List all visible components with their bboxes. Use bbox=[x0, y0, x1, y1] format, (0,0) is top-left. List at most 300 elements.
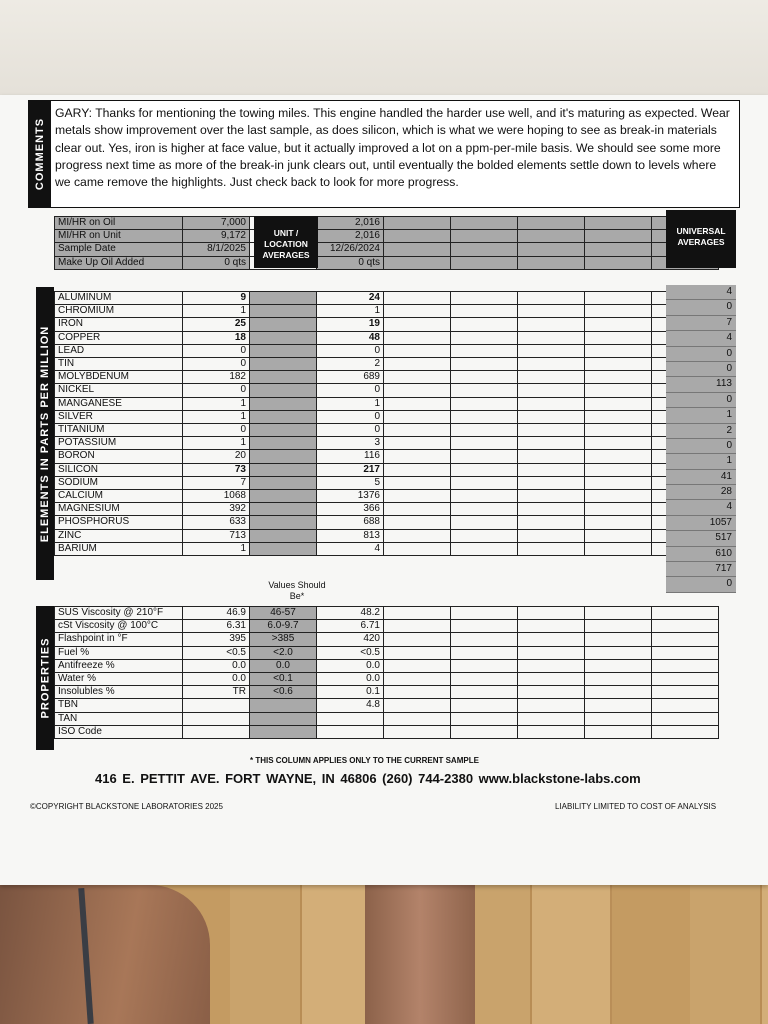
previous-value: 4 bbox=[317, 542, 384, 555]
empty-cell bbox=[384, 256, 451, 269]
current-value: 0 bbox=[183, 384, 250, 397]
element-name: ZINC bbox=[55, 529, 183, 542]
universal-average: 0 bbox=[666, 393, 736, 408]
sample-info-row bbox=[55, 230, 719, 243]
current-value bbox=[183, 699, 250, 712]
current-value: 713 bbox=[183, 529, 250, 542]
empty-cell bbox=[518, 476, 585, 489]
empty-cell bbox=[585, 230, 652, 243]
empty-cell bbox=[585, 256, 652, 269]
empty-cell bbox=[585, 699, 652, 712]
current-value: 392 bbox=[183, 503, 250, 516]
current-value: 9 bbox=[183, 292, 250, 305]
row-label: Make Up Oil Added bbox=[55, 256, 183, 269]
sample-info-table bbox=[54, 216, 719, 270]
empty-cell bbox=[384, 529, 451, 542]
universal-average: 0 bbox=[666, 577, 736, 592]
current-value: <0.5 bbox=[183, 646, 250, 659]
empty-cell bbox=[451, 305, 518, 318]
unit-location-averages-header: UNIT / LOCATION AVERAGES bbox=[254, 216, 318, 268]
should-be-value: 0.0 bbox=[250, 659, 317, 672]
previous-value: 0 bbox=[317, 424, 384, 437]
unit-avg-cell bbox=[250, 305, 317, 318]
empty-cell bbox=[585, 529, 652, 542]
empty-cell bbox=[585, 450, 652, 463]
previous-value: 2,016 bbox=[317, 217, 384, 230]
universal-average: 517 bbox=[666, 531, 736, 546]
previous-value: 2 bbox=[317, 358, 384, 371]
empty-cell bbox=[451, 712, 518, 725]
previous-value: <0.5 bbox=[317, 646, 384, 659]
element-row bbox=[55, 371, 719, 384]
previous-value: 0.0 bbox=[317, 659, 384, 672]
empty-cell bbox=[384, 384, 451, 397]
empty-cell bbox=[518, 344, 585, 357]
empty-cell bbox=[585, 659, 652, 672]
property-row bbox=[55, 633, 719, 646]
empty-cell bbox=[384, 725, 451, 738]
empty-cell bbox=[652, 633, 719, 646]
element-name: SILICON bbox=[55, 463, 183, 476]
empty-cell bbox=[652, 620, 719, 633]
previous-value: 366 bbox=[317, 503, 384, 516]
empty-cell bbox=[451, 725, 518, 738]
empty-cell bbox=[384, 243, 451, 256]
universal-average: 113 bbox=[666, 377, 736, 392]
element-name: ALUMINUM bbox=[55, 292, 183, 305]
element-name: SILVER bbox=[55, 410, 183, 423]
empty-cell bbox=[585, 358, 652, 371]
empty-cell bbox=[384, 620, 451, 633]
universal-average: 1 bbox=[666, 454, 736, 469]
previous-value: 19 bbox=[317, 318, 384, 331]
current-value: 0 qts bbox=[183, 256, 250, 269]
empty-cell bbox=[451, 450, 518, 463]
property-name: Flashpoint in °F bbox=[55, 633, 183, 646]
should-be-value: <0.6 bbox=[250, 686, 317, 699]
comment-text: GARY: Thanks for mentioning the towing miles. This engine handled the harder use well, and it's maturing as expected. Wear metals show improvement over the last sample, as does silicon, which is what we were hoping to see as break-in materials clear out. Yes, iron is higher at face value, but it actually improved a lot on a ppm-per-mile basis. We should see some more progress next time as more of the break-in junk clears out, until eventually the bolded elements settle down to levels where we came remove the highlights. Just check back to look for more progress. bbox=[55, 106, 730, 190]
element-row bbox=[55, 516, 719, 529]
unit-avg-cell bbox=[250, 292, 317, 305]
element-row bbox=[55, 503, 719, 516]
empty-cell bbox=[585, 217, 652, 230]
previous-value: 0 bbox=[317, 410, 384, 423]
previous-value: 1 bbox=[317, 305, 384, 318]
universal-average: 2 bbox=[666, 424, 736, 439]
empty-cell bbox=[384, 490, 451, 503]
previous-value: 48.2 bbox=[317, 607, 384, 620]
empty-cell bbox=[451, 397, 518, 410]
universal-average: 0 bbox=[666, 300, 736, 315]
should-be-value: 46-57 bbox=[250, 607, 317, 620]
universal-average: 4 bbox=[666, 500, 736, 515]
empty-cell bbox=[451, 292, 518, 305]
comments-label: COMMENTS bbox=[29, 101, 51, 207]
empty-cell bbox=[585, 516, 652, 529]
element-row bbox=[55, 529, 719, 542]
wall-background bbox=[0, 0, 768, 100]
element-name: CALCIUM bbox=[55, 490, 183, 503]
previous-value: 0 qts bbox=[317, 256, 384, 269]
empty-cell bbox=[585, 331, 652, 344]
empty-cell bbox=[384, 476, 451, 489]
previous-value: 116 bbox=[317, 450, 384, 463]
previous-value: 12/26/2024 bbox=[317, 243, 384, 256]
empty-cell bbox=[451, 476, 518, 489]
empty-cell bbox=[384, 699, 451, 712]
row-label: MI/HR on Oil bbox=[55, 217, 183, 230]
empty-cell bbox=[451, 410, 518, 423]
empty-cell bbox=[518, 686, 585, 699]
empty-cell bbox=[384, 686, 451, 699]
current-value: 9,172 bbox=[183, 230, 250, 243]
property-name: ISO Code bbox=[55, 725, 183, 738]
element-name: POTASSIUM bbox=[55, 437, 183, 450]
current-value: 7,000 bbox=[183, 217, 250, 230]
element-row bbox=[55, 397, 719, 410]
element-name: NICKEL bbox=[55, 384, 183, 397]
empty-cell bbox=[518, 673, 585, 686]
universal-average: 1 bbox=[666, 408, 736, 423]
empty-cell bbox=[652, 673, 719, 686]
empty-cell bbox=[384, 358, 451, 371]
element-name: COPPER bbox=[55, 331, 183, 344]
element-name: MOLYBDENUM bbox=[55, 371, 183, 384]
unit-avg-cell bbox=[250, 358, 317, 371]
empty-cell bbox=[585, 620, 652, 633]
empty-cell bbox=[384, 305, 451, 318]
empty-cell bbox=[518, 243, 585, 256]
element-name: BARIUM bbox=[55, 542, 183, 555]
empty-cell bbox=[585, 503, 652, 516]
property-name: Insolubles % bbox=[55, 686, 183, 699]
empty-cell bbox=[451, 344, 518, 357]
sample-info-row bbox=[55, 217, 719, 230]
previous-value: 24 bbox=[317, 292, 384, 305]
empty-cell bbox=[451, 490, 518, 503]
should-be-value bbox=[250, 699, 317, 712]
empty-cell bbox=[518, 318, 585, 331]
empty-cell bbox=[585, 424, 652, 437]
empty-cell bbox=[518, 725, 585, 738]
empty-cell bbox=[585, 725, 652, 738]
unit-avg-cell bbox=[250, 371, 317, 384]
element-name: MANGANESE bbox=[55, 397, 183, 410]
empty-cell bbox=[585, 410, 652, 423]
empty-cell bbox=[585, 686, 652, 699]
empty-cell bbox=[384, 424, 451, 437]
empty-cell bbox=[451, 503, 518, 516]
empty-cell bbox=[518, 424, 585, 437]
current-value: 73 bbox=[183, 463, 250, 476]
empty-cell bbox=[518, 230, 585, 243]
empty-cell bbox=[451, 217, 518, 230]
empty-cell bbox=[451, 243, 518, 256]
empty-cell bbox=[384, 659, 451, 672]
empty-cell bbox=[384, 646, 451, 659]
properties-label: PROPERTIES bbox=[36, 606, 54, 750]
element-name: MAGNESIUM bbox=[55, 503, 183, 516]
empty-cell bbox=[384, 633, 451, 646]
previous-value: 1376 bbox=[317, 490, 384, 503]
element-name: CHROMIUM bbox=[55, 305, 183, 318]
previous-value: 688 bbox=[317, 516, 384, 529]
property-row bbox=[55, 725, 719, 738]
empty-cell bbox=[585, 292, 652, 305]
empty-cell bbox=[451, 424, 518, 437]
property-name: TAN bbox=[55, 712, 183, 725]
current-value: 7 bbox=[183, 476, 250, 489]
property-row bbox=[55, 673, 719, 686]
property-row bbox=[55, 646, 719, 659]
unit-avg-cell bbox=[250, 529, 317, 542]
empty-cell bbox=[518, 490, 585, 503]
empty-cell bbox=[451, 371, 518, 384]
empty-cell bbox=[518, 305, 585, 318]
current-value: 1068 bbox=[183, 490, 250, 503]
empty-cell bbox=[585, 490, 652, 503]
element-row bbox=[55, 358, 719, 371]
empty-cell bbox=[451, 516, 518, 529]
element-name: PHOSPHORUS bbox=[55, 516, 183, 529]
should-be-value: <2.0 bbox=[250, 646, 317, 659]
empty-cell bbox=[384, 450, 451, 463]
empty-cell bbox=[384, 607, 451, 620]
empty-cell bbox=[451, 318, 518, 331]
empty-cell bbox=[384, 230, 451, 243]
previous-value: 6.71 bbox=[317, 620, 384, 633]
empty-cell bbox=[652, 646, 719, 659]
current-value: 1 bbox=[183, 542, 250, 555]
property-row bbox=[55, 699, 719, 712]
sample-info-row bbox=[55, 243, 719, 256]
unit-avg-cell bbox=[250, 463, 317, 476]
previous-value: 0.0 bbox=[317, 673, 384, 686]
current-value: TR bbox=[183, 686, 250, 699]
empty-cell bbox=[652, 659, 719, 672]
empty-cell bbox=[451, 699, 518, 712]
empty-cell bbox=[518, 529, 585, 542]
previous-value: 2,016 bbox=[317, 230, 384, 243]
elements-label: ELEMENTS IN PARTS PER MILLION bbox=[36, 287, 54, 580]
element-name: IRON bbox=[55, 318, 183, 331]
universal-average: 610 bbox=[666, 547, 736, 562]
universal-average: 4 bbox=[666, 331, 736, 346]
empty-cell bbox=[384, 331, 451, 344]
empty-cell bbox=[652, 607, 719, 620]
previous-value bbox=[317, 725, 384, 738]
universal-average: 0 bbox=[666, 347, 736, 362]
property-row bbox=[55, 686, 719, 699]
empty-cell bbox=[451, 358, 518, 371]
previous-value: 813 bbox=[317, 529, 384, 542]
current-value: 182 bbox=[183, 371, 250, 384]
empty-cell bbox=[585, 305, 652, 318]
empty-cell bbox=[451, 331, 518, 344]
should-be-value: >385 bbox=[250, 633, 317, 646]
empty-cell bbox=[384, 344, 451, 357]
property-name: Antifreeze % bbox=[55, 659, 183, 672]
unit-avg-cell bbox=[250, 318, 317, 331]
empty-cell bbox=[451, 659, 518, 672]
empty-cell bbox=[585, 384, 652, 397]
empty-cell bbox=[652, 699, 719, 712]
empty-cell bbox=[585, 673, 652, 686]
element-row bbox=[55, 318, 719, 331]
empty-cell bbox=[518, 516, 585, 529]
property-row bbox=[55, 607, 719, 620]
universal-average: 717 bbox=[666, 562, 736, 577]
empty-cell bbox=[518, 542, 585, 555]
element-name: TITANIUM bbox=[55, 424, 183, 437]
previous-value: 5 bbox=[317, 476, 384, 489]
element-row bbox=[55, 450, 719, 463]
empty-cell bbox=[585, 371, 652, 384]
empty-cell bbox=[518, 450, 585, 463]
element-row bbox=[55, 463, 719, 476]
empty-cell bbox=[451, 529, 518, 542]
property-name: TBN bbox=[55, 699, 183, 712]
should-be-value: <0.1 bbox=[250, 673, 317, 686]
right-leg bbox=[365, 880, 475, 1024]
empty-cell bbox=[451, 673, 518, 686]
unit-avg-cell bbox=[250, 344, 317, 357]
empty-cell bbox=[585, 318, 652, 331]
empty-cell bbox=[652, 686, 719, 699]
universal-averages-column bbox=[666, 285, 736, 593]
empty-cell bbox=[518, 217, 585, 230]
property-name: Water % bbox=[55, 673, 183, 686]
previous-value: 0 bbox=[317, 344, 384, 357]
universal-averages-header: UNIVERSAL AVERAGES bbox=[666, 210, 736, 268]
unit-avg-cell bbox=[250, 437, 317, 450]
empty-cell bbox=[451, 384, 518, 397]
row-label: Sample Date bbox=[55, 243, 183, 256]
current-value: 0 bbox=[183, 344, 250, 357]
empty-cell bbox=[518, 633, 585, 646]
current-value bbox=[183, 712, 250, 725]
empty-cell bbox=[384, 410, 451, 423]
universal-average: 1057 bbox=[666, 516, 736, 531]
empty-cell bbox=[518, 699, 585, 712]
empty-cell bbox=[384, 516, 451, 529]
empty-cell bbox=[384, 292, 451, 305]
current-value: 6.31 bbox=[183, 620, 250, 633]
empty-cell bbox=[451, 256, 518, 269]
universal-average: 0 bbox=[666, 439, 736, 454]
previous-value: 48 bbox=[317, 331, 384, 344]
universal-average: 41 bbox=[666, 470, 736, 485]
element-name: BORON bbox=[55, 450, 183, 463]
element-row bbox=[55, 437, 719, 450]
empty-cell bbox=[518, 607, 585, 620]
empty-cell bbox=[451, 542, 518, 555]
current-value: 1 bbox=[183, 437, 250, 450]
empty-cell bbox=[585, 344, 652, 357]
empty-cell bbox=[451, 463, 518, 476]
property-row bbox=[55, 659, 719, 672]
liability-note: LIABILITY LIMITED TO COST OF ANALYSIS bbox=[555, 802, 717, 811]
empty-cell bbox=[518, 646, 585, 659]
empty-cell bbox=[518, 503, 585, 516]
empty-cell bbox=[518, 331, 585, 344]
property-row bbox=[55, 712, 719, 725]
property-row bbox=[55, 620, 719, 633]
empty-cell bbox=[518, 659, 585, 672]
empty-cell bbox=[451, 230, 518, 243]
element-row bbox=[55, 542, 719, 555]
empty-cell bbox=[451, 646, 518, 659]
empty-cell bbox=[518, 292, 585, 305]
should-be-value: 6.0-9.7 bbox=[250, 620, 317, 633]
empty-cell bbox=[585, 476, 652, 489]
empty-cell bbox=[518, 437, 585, 450]
current-value: 0.0 bbox=[183, 659, 250, 672]
empty-cell bbox=[585, 542, 652, 555]
empty-cell bbox=[518, 384, 585, 397]
unit-avg-cell bbox=[250, 542, 317, 555]
universal-average: 28 bbox=[666, 485, 736, 500]
empty-cell bbox=[585, 633, 652, 646]
empty-cell bbox=[384, 397, 451, 410]
current-value: 25 bbox=[183, 318, 250, 331]
empty-cell bbox=[585, 712, 652, 725]
empty-cell bbox=[585, 397, 652, 410]
empty-cell bbox=[585, 437, 652, 450]
current-value: 395 bbox=[183, 633, 250, 646]
empty-cell bbox=[384, 673, 451, 686]
empty-cell bbox=[652, 725, 719, 738]
property-name: Fuel % bbox=[55, 646, 183, 659]
unit-avg-cell bbox=[250, 397, 317, 410]
previous-value: 217 bbox=[317, 463, 384, 476]
sample-info-row bbox=[55, 256, 719, 269]
universal-average: 0 bbox=[666, 362, 736, 377]
previous-value: 3 bbox=[317, 437, 384, 450]
property-name: SUS Viscosity @ 210°F bbox=[55, 607, 183, 620]
properties-table bbox=[54, 606, 719, 739]
values-should-be-header: Values Should Be* bbox=[268, 580, 326, 601]
current-value: 20 bbox=[183, 450, 250, 463]
empty-cell bbox=[384, 437, 451, 450]
empty-cell bbox=[451, 607, 518, 620]
current-value: 1 bbox=[183, 305, 250, 318]
previous-value: 0 bbox=[317, 384, 384, 397]
empty-cell bbox=[384, 542, 451, 555]
left-leg bbox=[0, 885, 210, 1024]
should-be-value bbox=[250, 725, 317, 738]
universal-average: 7 bbox=[666, 316, 736, 331]
empty-cell bbox=[451, 633, 518, 646]
unit-avg-cell bbox=[250, 516, 317, 529]
unit-avg-cell bbox=[250, 424, 317, 437]
current-value bbox=[183, 725, 250, 738]
empty-cell bbox=[384, 318, 451, 331]
current-value: 1 bbox=[183, 397, 250, 410]
lab-address: 416 E. PETTIT AVE. FORT WAYNE, IN 46806 (260) 744-2380 www.blackstone-labs.com bbox=[95, 771, 641, 786]
empty-cell bbox=[585, 463, 652, 476]
element-row bbox=[55, 305, 719, 318]
empty-cell bbox=[518, 358, 585, 371]
empty-cell bbox=[384, 712, 451, 725]
previous-value: 420 bbox=[317, 633, 384, 646]
elements-table bbox=[54, 291, 719, 556]
current-value: 0.0 bbox=[183, 673, 250, 686]
previous-value: 1 bbox=[317, 397, 384, 410]
element-row bbox=[55, 424, 719, 437]
empty-cell bbox=[518, 410, 585, 423]
current-value: 18 bbox=[183, 331, 250, 344]
